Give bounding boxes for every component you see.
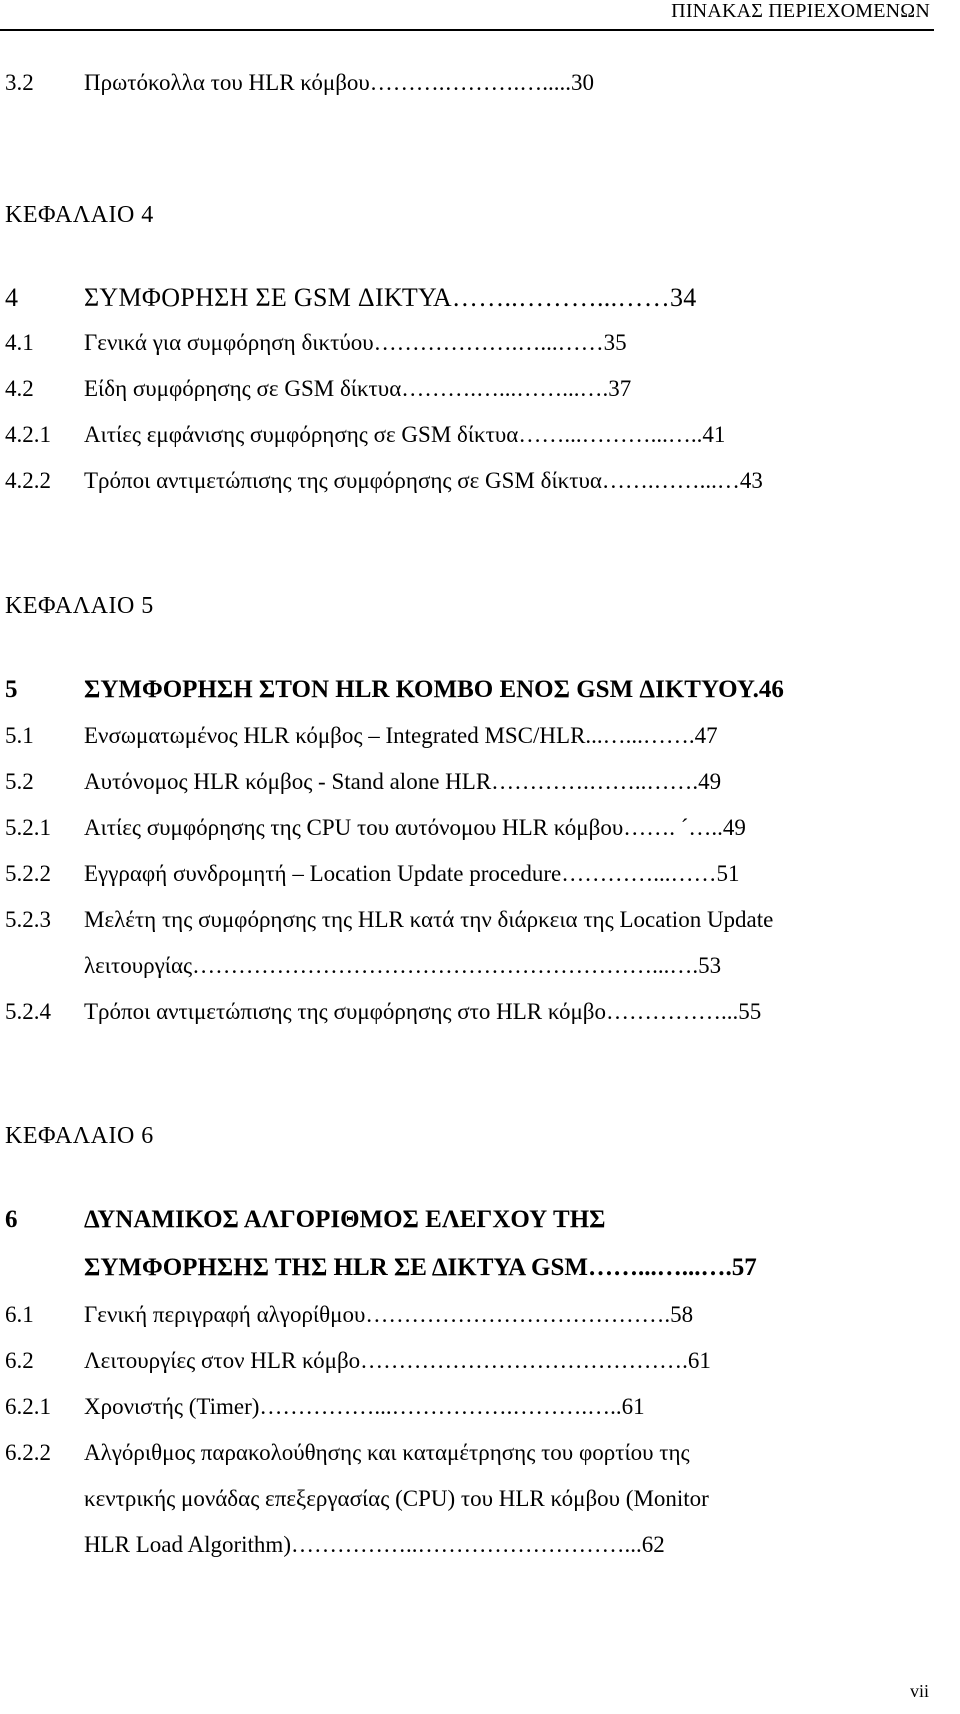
toc-entry-number: 3.2	[5, 70, 34, 95]
chapter-heading-4: ΚΕΦΑΛΑΙΟ 4	[5, 202, 154, 228]
toc-entry-number: 5.2.4	[5, 999, 51, 1024]
toc-entry-number: 5.1	[5, 723, 34, 748]
toc-entry-title: Αιτίες εμφάνισης συμφόρησης σε GSM δίκτυα……...………...…..41	[84, 422, 726, 447]
running-header: ΠΙΝΑΚΑΣ ΠΕΡΙΕΧΟΜΕΝΩΝ	[671, 0, 930, 22]
toc-entry-title: κεντρικής μονάδας επεξεργασίας (CPU) του HLR κόμβου (Monitor	[84, 1486, 709, 1511]
toc-entry-title: Μελέτη της συμφόρησης της HLR κατά την διάρκεια της Location Update	[84, 907, 774, 932]
toc-entry-title: Χρονιστής (Timer)……………...…………….……….…..61	[84, 1394, 645, 1419]
toc-entry-number: 5.2.3	[5, 907, 51, 932]
toc-entry-number: 4.2.2	[5, 468, 51, 493]
toc-entry-title: Τρόποι αντιμετώπισης της συμφόρησης σε GSM δίκτυα…….……...…43	[84, 468, 763, 493]
toc-entry-title: Αιτίες συμφόρησης της CPU του αυτόνομου HLR κόμβου……. ´…..49	[84, 815, 746, 840]
toc-entry-number: 6.2	[5, 1348, 34, 1373]
toc-entry-title: ΣΥΜΦΟΡΗΣΗ ΣΤΟΝ HLR ΚΟΜΒΟ ΕΝΟΣ GSM ΔΙΚΤΥΟΥ.46	[84, 676, 784, 703]
toc-entry-title: Λειτουργίες στον HLR κόμβο…………………………………….61	[84, 1348, 711, 1373]
toc-entry-number: 6.1	[5, 1302, 34, 1327]
chapter-heading-5: ΚΕΦΑΛΑΙΟ 5	[5, 593, 154, 619]
toc-entry-title: ΣΥΜΦΟΡΗΣΗΣ ΤΗΣ HLR ΣΕ ΔΙΚΤΥΑ GSM……...…...….57	[84, 1254, 757, 1281]
toc-entry-title: HLR Load Algorithm)……………..………………………...62	[84, 1532, 665, 1557]
toc-entry-number: 4.1	[5, 330, 34, 355]
toc-entry-number: 6	[5, 1206, 18, 1233]
toc-entry-number: 5.2.1	[5, 815, 51, 840]
toc-entry-number: 6.2.1	[5, 1394, 51, 1419]
toc-entry-title: Γενική περιγραφή αλγορίθμου………………………………….58	[84, 1302, 694, 1327]
toc-entry-number: 4.2.1	[5, 422, 51, 447]
toc-entry-number: 4	[5, 283, 19, 312]
toc-entry-number: 5.2.2	[5, 861, 51, 886]
toc-entry-title: Τρόποι αντιμετώπισης της συμφόρησης στο HLR κόμβο……………...55	[84, 999, 762, 1024]
toc-entry-title: ΔΥΝΑΜΙΚΟΣ ΑΛΓΟΡΙΘΜΟΣ ΕΛΕΓΧΟΥ ΤΗΣ	[84, 1206, 606, 1233]
toc-entry-title: Ενσωματωμένος HLR κόμβος – Integrated MSC/HLR...…...…….47	[84, 723, 718, 748]
toc-entry-title: Αλγόριθμος παρακολούθησης και καταμέτρησης του φορτίου της	[84, 1440, 690, 1465]
toc-entry-title: Πρωτόκολλα του HLR κόμβου……….……….….....30	[84, 70, 595, 95]
toc-entry-number: 6.2.2	[5, 1440, 51, 1465]
toc-entry-number: 5.2	[5, 769, 34, 794]
toc-entry-number: 4.2	[5, 376, 34, 401]
header-rule	[0, 29, 934, 31]
toc-entry-number: 5	[5, 676, 18, 703]
toc-entry-title: Είδη συμφόρησης σε GSM δίκτυα……….…...……...….37	[84, 376, 632, 401]
toc-entry-title: Αυτόνομος HLR κόμβος - Stand alone HLR………….……..…….49	[84, 769, 722, 794]
toc-entry-title: ΣΥΜΦΟΡΗΣΗ ΣΕ GSM ΔΙΚΤΥΑ……..………...……34	[84, 283, 697, 312]
chapter-heading-6: ΚΕΦΑΛΑΙΟ 6	[5, 1123, 154, 1149]
page-number: vii	[910, 1681, 930, 1701]
toc-entry-title: Γενικά για συμφόρηση δικτύου……………….…...……35	[84, 330, 627, 355]
toc-entry-title: Εγγραφή συνδρομητή – Location Update procedure…………...……51	[84, 861, 740, 886]
toc-entry-title: λειτουργίας……………………………………………………...….53	[84, 953, 722, 978]
